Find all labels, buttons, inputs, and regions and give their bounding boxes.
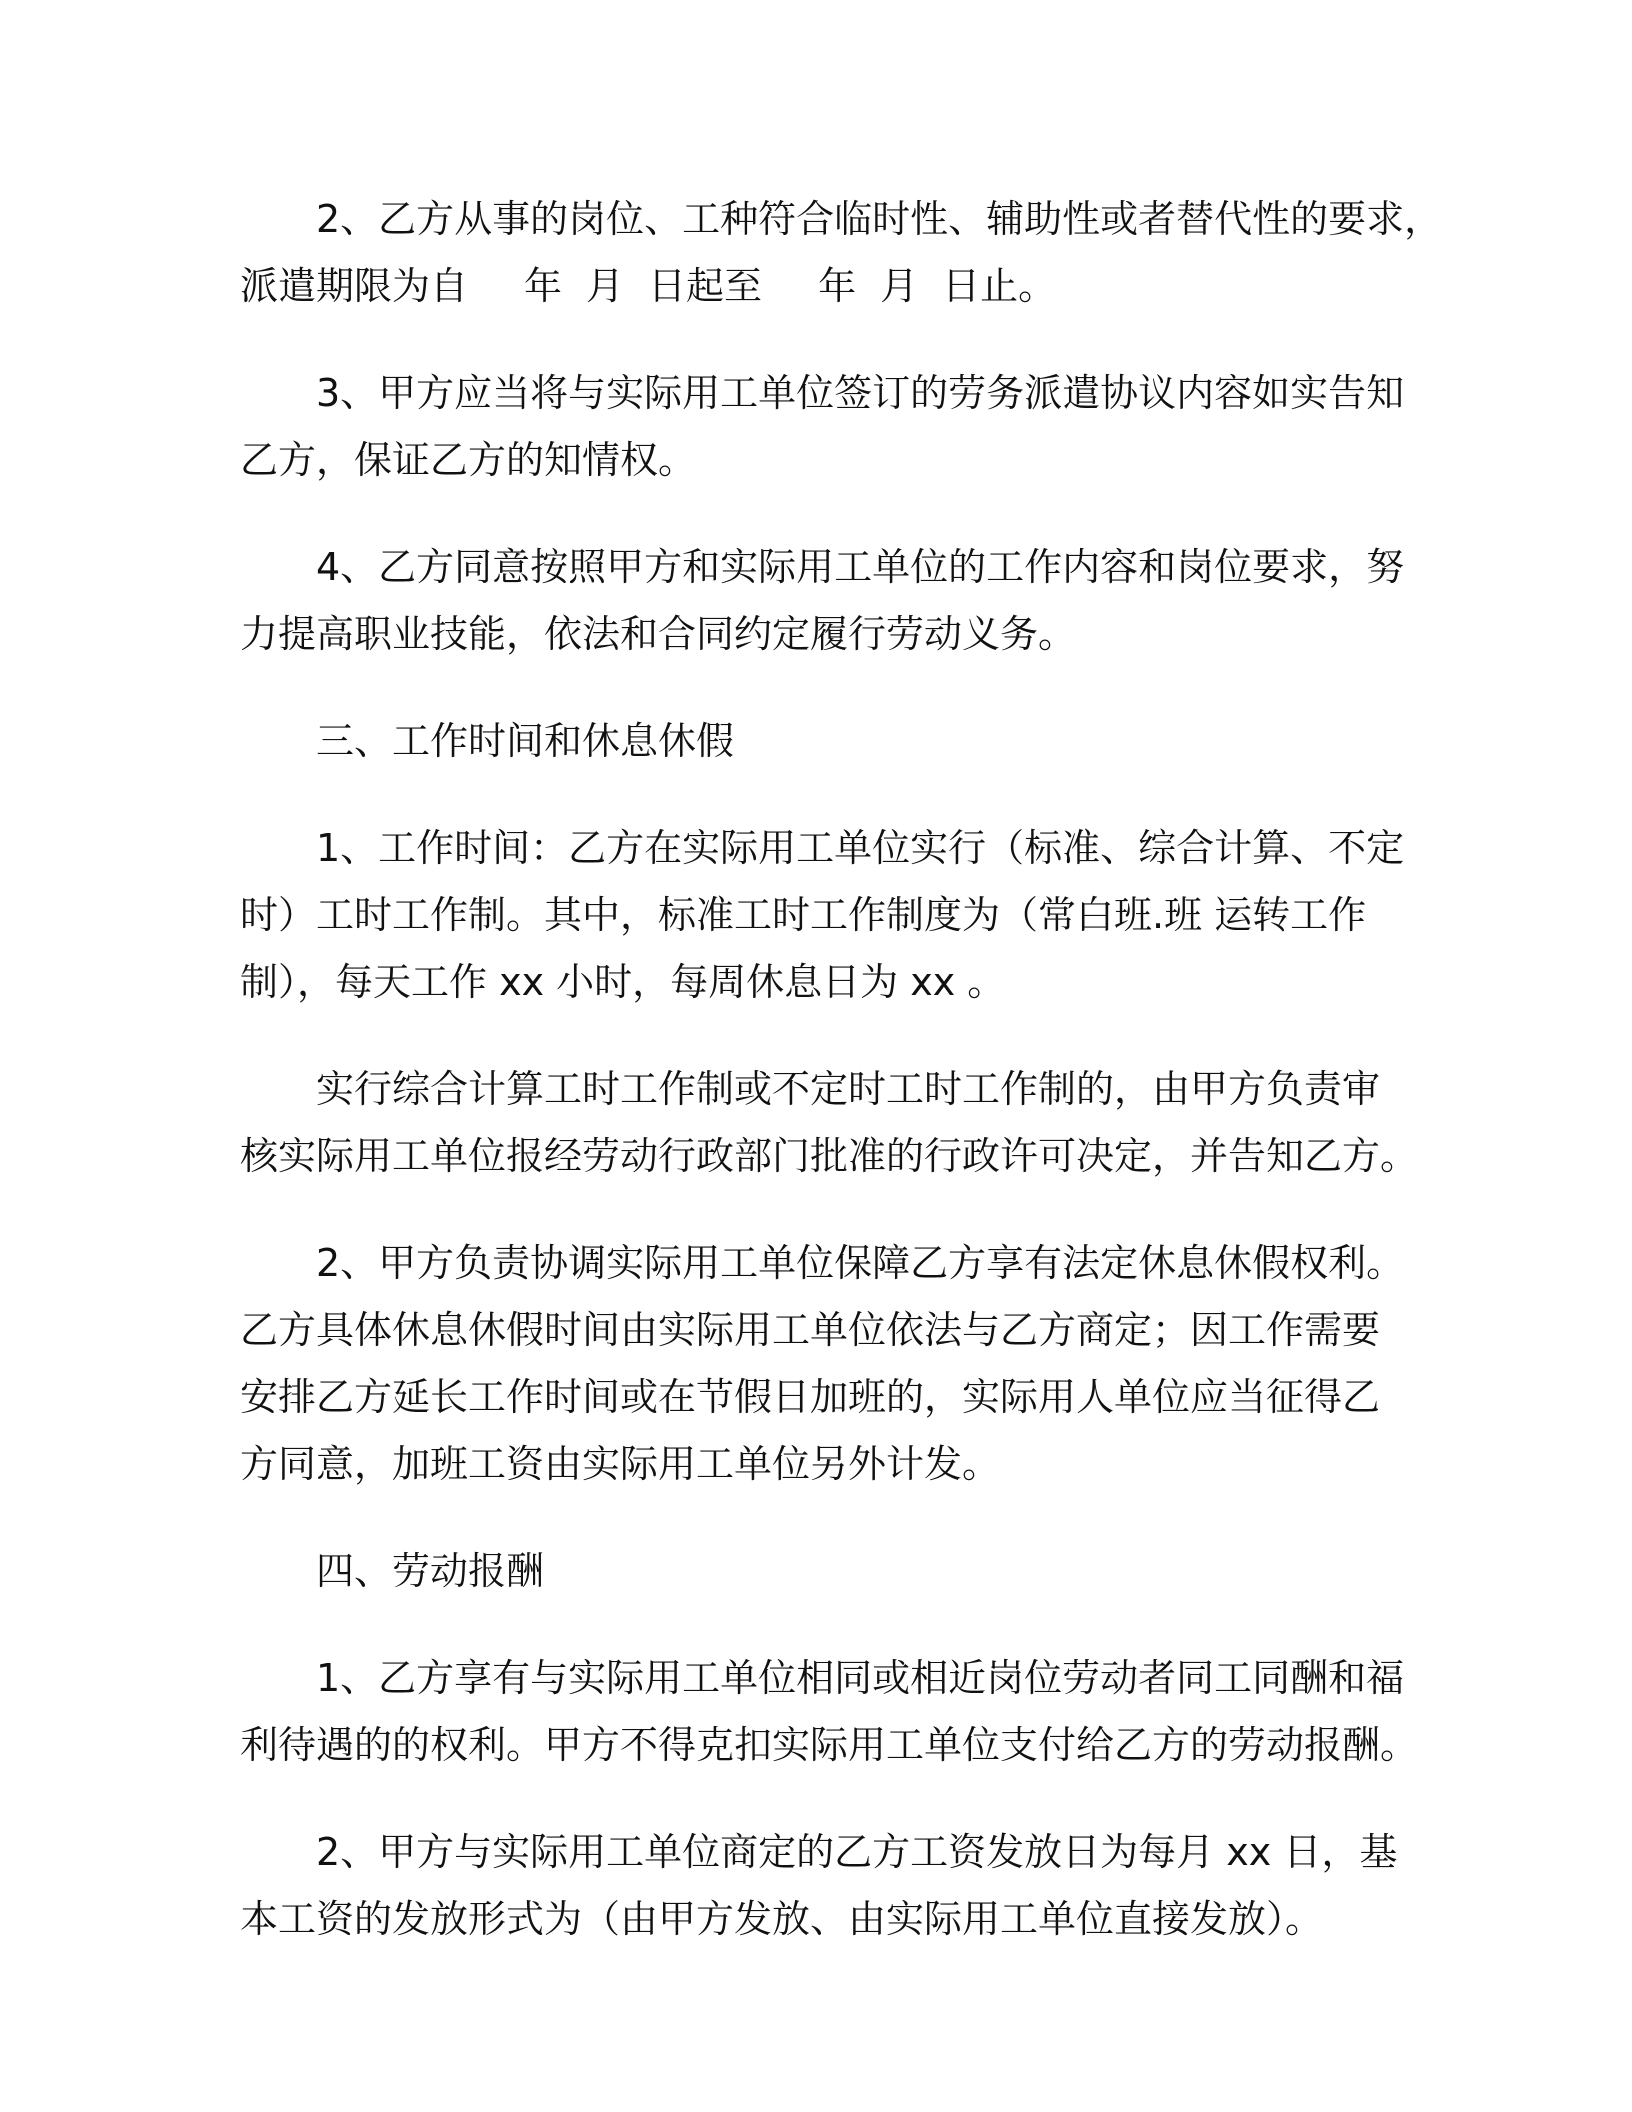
period-year-from: 年 [524, 264, 563, 308]
text-line: 2、甲方负责协调实际用工单位保障乙方享有法定休息休假权利。 [316, 1241, 1405, 1285]
text-line: 方同意，加班工资由实际用工单位另外计发。 [240, 1442, 1001, 1486]
text-line: 3、甲方应当将与实际用工单位签订的劳务派遣协议内容如实告知 [316, 371, 1405, 415]
clause-3-1-note [240, 1056, 1419, 1190]
section-heading-work-time: 三、工作时间和休息休假 [316, 719, 735, 763]
dispatch-period-line [240, 253, 1380, 320]
period-month-to: 月 [880, 264, 919, 308]
text-line: 核实际用工单位报经劳动行政部门批准的行政许可决定，并告知乙方。 [240, 1134, 1419, 1178]
clause-3-2 [240, 1230, 1405, 1498]
text-line: 利待遇的的权利。甲方不得克扣实际用工单位支付给乙方的劳动报酬。 [240, 1723, 1419, 1767]
clause-2-4 [240, 534, 1405, 668]
text-line: 力提高职业技能，依法和合同约定履行劳动义务。 [240, 612, 1077, 656]
text-line: 1、工作时间：乙方在实际用工单位实行（标准、综合计算、不定 [316, 826, 1405, 870]
clause-2-3 [240, 360, 1405, 494]
text-line: 时）工时工作制。其中，标准工时工作制度为（常白班.班 运转工作 [240, 893, 1367, 937]
text-line: 制），每天工作 xx 小时，每周休息日为 xx 。 [240, 960, 1006, 1004]
period-day-from: 日起至 [648, 264, 763, 308]
section-heading-remuneration: 四、劳动报酬 [316, 1549, 545, 1593]
text-line: 4、乙方同意按照甲方和实际用工单位的工作内容和岗位要求，努 [316, 545, 1405, 589]
clause-4-1 [240, 1645, 1419, 1779]
period-prefix: 派遣期限为自 [240, 264, 469, 308]
period-month-from: 月 [586, 264, 625, 308]
text-line: 安排乙方延长工作时间或在节假日加班的，实际用人单位应当征得乙 [240, 1375, 1381, 1419]
period-year-to: 年 [818, 264, 857, 308]
document-page [240, 186, 1443, 1993]
text-line: 1、乙方享有与实际用工单位相同或相近岗位劳动者同工同酬和福 [316, 1656, 1405, 1700]
period-day-to: 日止。 [942, 264, 1057, 308]
clause-3-1 [240, 815, 1405, 1016]
clause-4-2 [240, 1819, 1398, 1953]
clause-2-1 [240, 186, 1443, 320]
text-line: 2、乙方从事的岗位、工种符合临时性、辅助性或者替代性的要求， [316, 197, 1443, 241]
text-line: 乙方，保证乙方的知情权。 [240, 438, 697, 482]
text-line: 2、甲方与实际用工单位商定的乙方工资发放日为每月 xx 日，基 [316, 1830, 1398, 1874]
text-line: 乙方具体休息休假时间由实际用工单位依法与乙方商定；因工作需要 [240, 1308, 1381, 1352]
text-line: 实行综合计算工时工作制或不定时工时工作制的，由甲方负责审 [316, 1067, 1381, 1111]
text-line: 本工资的发放形式为（由甲方发放、由实际用工单位直接发放）。 [240, 1897, 1324, 1941]
